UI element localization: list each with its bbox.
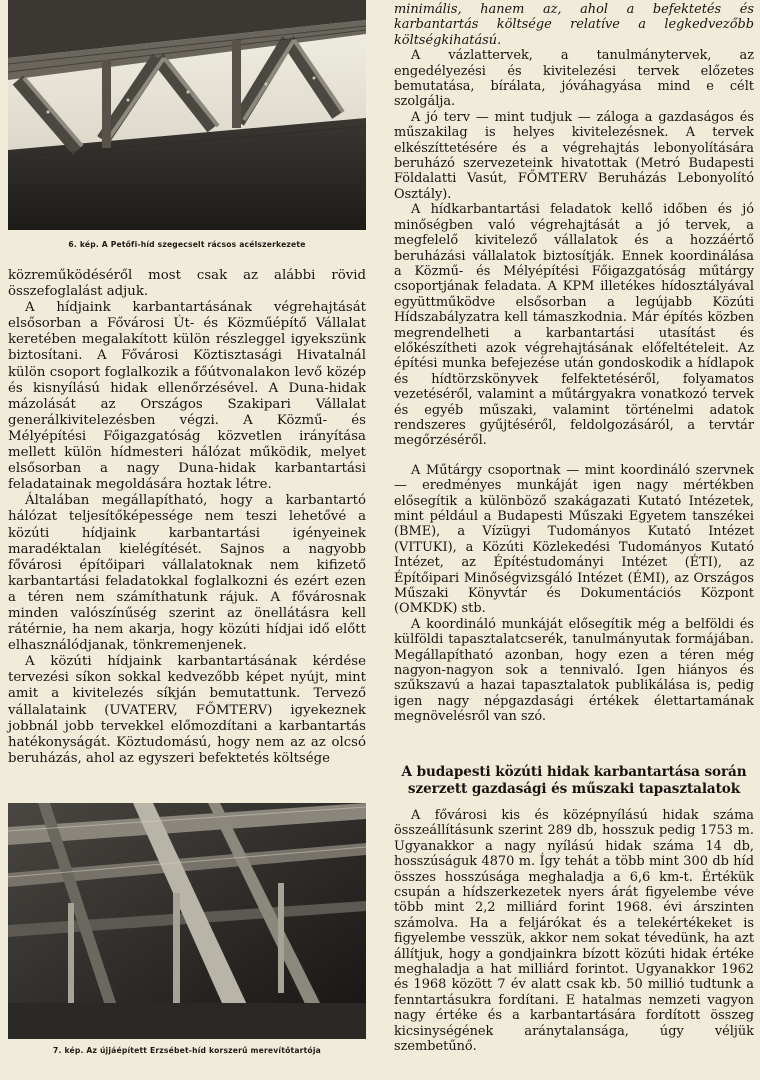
- paragraph: A fővárosi kis és középnyílású hidak száma összeállításunk szerint 289 db, hosszuk pedig 1753 m. Ugyanakkor a nagy nyílású hidak száma 14 db, hosszúságuk 4870 m. Így tehát a több mint 300 db híd összes hosszúsága meghaladja a 6,6 km-t. Értékük csupán a hídszerkezetek nyers árát figyelembe véve több mint 2,2 milliárd forint 1968. évi árszinten számolva. Ha a feljárókat és a telekértékeket is figyelembe vesszük, akkor nem sokat tévedünk, ha azt állítjuk, hogy a gondjainkra bízott közúti hidak értéke meghaladja a hat milliárd forintot. Ugyanakkor 1962 és 1968 között 7 év alatt csak kb. 50 millió tudtunk a fenntartásukra fordítani. E hatalmas nemzeti vagyon nagy értéke és a karbantartására fordított összeg kicsinységének aránytalansága, úgy véljük szembetűnő.: [394, 808, 754, 1055]
- right-text-block-bottom: [394, 808, 754, 1055]
- figure-7-photo: [8, 803, 366, 1039]
- paragraph-continuation: minimális, hanem az, ahol a befektetés és karbantartás költsége relatíve a legkedvezőbb költségkihatású.: [394, 2, 754, 48]
- figure-6-caption: 6. kép. A Petőfi-híd szegecselt rácsos acélszerkezete: [68, 240, 306, 249]
- paragraph: A vázlattervek, a tanulmánytervek, az engedélyezési és kivitelezési tervek előzetes bemutatása, bírálata, jóváhagyása mind e célt szolgálja.: [394, 48, 754, 110]
- section-heading-block: [394, 764, 754, 797]
- paragraph: A közúti hídjaink karbantartásának kérdése tervezési síkon sokkal kedvezőbb képet nyújt, mint amit a kivitelezés síkján bemutattunk. Tervező vállalataink (UVATERV, FŐMTERV) igyekeznek jobbnál jobb tervekkel előmozdítani a karbantartás hatékonyságát. Köztudomású, hogy nem az az olcsó beruházás, ahol az egyszeri befektetés költsége: [8, 654, 366, 766]
- paragraph: A jó terv — mint tudjuk — záloga a gazdaságos és műszakilag is helyes kivitelezésnek. A tervek elkészíttetésére és a végrehajtás lebonyolítására beruházó szervezeteink hivatottak (Metró Budapesti Földalatti Vasút, FŐMTERV Beruházás Lebonyolító Osztály).: [394, 109, 754, 202]
- right-text-block-top: [394, 2, 754, 725]
- paragraph: A hídjaink karbantartásának végrehajtását elsősorban a Fővárosi Út- és Közműépítő Vállalat keretében megalakított külön részleggel igyekszünk biztosítani. A Fővárosi Köztisztasági Hivatalnál külön csoport foglalkozik a főútvonalakon levő közép és kisnyílású hidak ellenőrzésével. A Duna-hidak mázolását az Országos Szakipari Vállalat generálkivitelezésben végzi. A Közmű- és Mélyépítési Főigazgatóság közvetlen irányítása mellett külön hídmesteri hálózat működik, melyet elsősorban a nagy Duna-hidak karbantartási feladatainak megoldására hoztak létre.: [8, 300, 366, 493]
- erzsebet-bridge-girder-image: [8, 803, 366, 1039]
- paragraph: A Műtárgy csoportnak — mint koordináló szervnek — eredményes munkáját igen nagy mértékben elősegítik a különböző szakágazati Kutató Intézetek, mint például a Budapesti Műszaki Egyetem tanszékei (BME), a Vízügyi Tudományos Kutató Intézet (VITUKI), a Közúti Közlekedési Tudományos Kutató Intézet, az Építéstudományi Intézet (ÉTI), az Építőipari Minőségvizsgáló Intézet (ÉMI), az Országos Műszaki Könyvtár és Dokumentációs Központ (OMKDK) stb.: [394, 462, 754, 617]
- paragraph: Általában megállapítható, hogy a karbantartó hálózat teljesítőképessége nem teszi lehetővé a közúti hídjaink karbantartási igényeinek maradéktalan kielégítését. Sajnos a nagyobb fővárosi építőipari vállalatoknak nem kifizető karbantartási feladatokkal foglalkozni és ezért ezen a téren nem számíthatunk rájuk. A fővárosnak minden valószínűség szerint az önellátásra kell rátérnie, ha nem akarja, hogy közúti hídjai idő előtt elhasználódjanak, tönkremenjenek.: [8, 493, 366, 654]
- paragraph: A koordináló munkáját elősegítik még a belföldi és külföldi tapasztalatcserék, tanulmányutak formájában. Megállapítható azonban, hogy ezen a téren még nagyon-nagyon sok a tennivaló. Igen hiányos és szűkszavú a hazai tapasztalatok publikálása is, pedig igen nagy népgazdasági értékek élettartamának megnövelésről van szó.: [394, 616, 754, 725]
- section-heading: A budapesti közúti hidak karbantartása során szerzett gazdasági és műszaki tapasztalatok: [401, 764, 747, 797]
- paragraph: A hídkarbantartási feladatok kellő időben és jó minőségben való végrehajtását a jó tervek, a megfelelő kivitelező vállalatok és a hozzáértő beruházási vállalatok biztosítják. Ennek koordinálása a Közmű- és Mélyépítési Főigazgatóság műtárgy csoportjának feladata. A KPM illetékes hídosztályával együttműködve elsősorban a legújabb Közúti Hídszabályzatra kell támaszkodnia. Már építés közben megrendelheti a karbantartási utasítást és előkészítheti azok végrehajtásának előfeltételeit. Az építési munka befejezése után gondoskodik a hídlapok és hídtörzskönyvek felfektetéséről, folyamatos vezetéséről, valamint a műtárgyakra vonatkozó tervek és egyéb műszaki, valamint történelmi adatok rendszeres gyűjtéséről, feldolgozásáról, a tervtár megőrzéséről.: [394, 202, 754, 449]
- left-text-block: [8, 268, 366, 767]
- figure-6-photo: [8, 0, 366, 230]
- paragraph-continuation: közreműködéséről most csak az alábbi rövid összefoglalást adjuk.: [8, 268, 366, 300]
- petofi-bridge-truss-image: [8, 0, 366, 230]
- figure-7-caption: 7. kép. Az újjáépített Erzsébet-híd korszerű merevítőtartója: [53, 1046, 321, 1055]
